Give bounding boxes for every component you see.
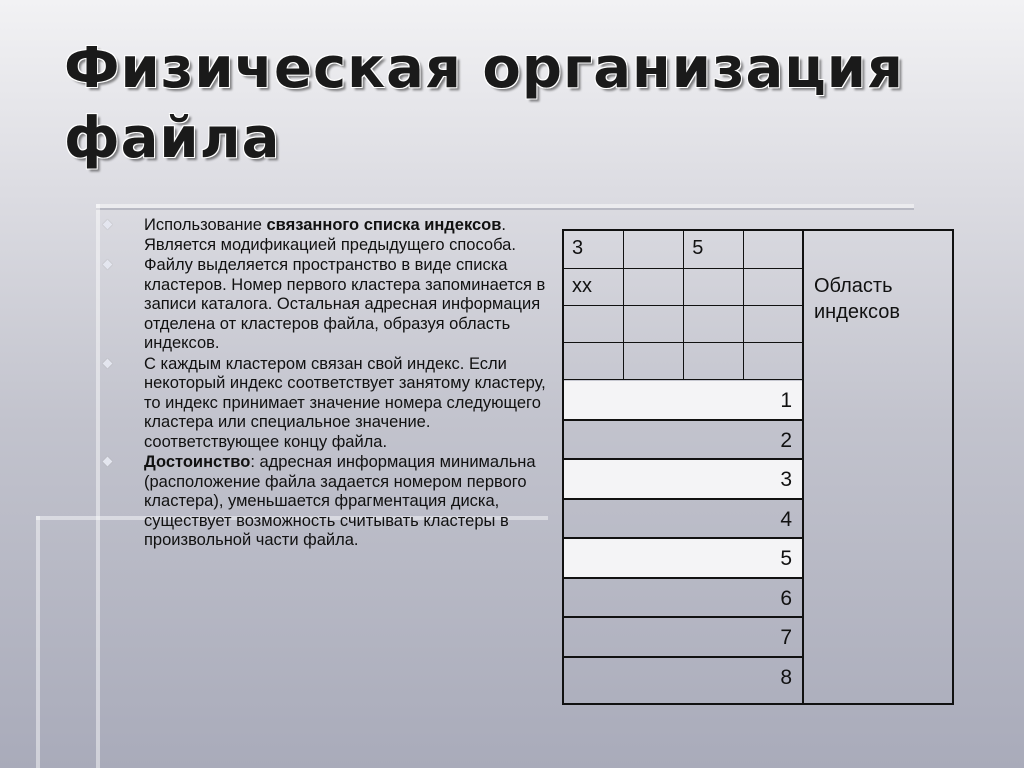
cluster-rows [564,381,802,697]
index-cell [564,342,624,379]
slide-title-line-1: Физическая организация [64,36,904,101]
bullet-item [100,256,552,354]
index-grid-row [564,231,804,268]
bullet-icon [103,260,113,270]
bullet-item [100,453,552,551]
bullet-text: Файлу выделяется пространство в виде списка кластеров. Номер первого кластера запоминается в записи каталога. Остальная адресная информация отделена от кластеров файла, образуя область индексов. [144,256,546,352]
bullet-text: : адресная информация минимальна (расположение файла задается номером первого кластера), уменьшается фрагментация диска, существует возможность считывать кластеры в произвольной части файла. [144,453,536,549]
index-grid [564,231,804,380]
index-cell [744,268,804,305]
bullet-text-bold: связанного списка индексов [266,216,502,234]
cluster-row: 2 [564,421,802,461]
index-grid-row [564,342,804,379]
index-cell: xx [564,268,624,305]
index-area-label: Область индексов [814,275,900,323]
bullet-text: . Является модификацией предыдущего способа. [144,216,516,254]
bullet-icon [103,220,113,230]
decor-line-top-shadow [96,208,914,210]
index-cell [564,305,624,342]
cluster-row: 3 [564,460,802,500]
index-cell: 3 [564,231,624,268]
decor-line-left-outer [36,516,40,768]
index-cell [624,305,684,342]
cluster-row: 1 [564,381,802,421]
bullet-text: Использование [144,216,267,234]
file-structure-diagram [562,229,954,705]
index-cell [624,231,684,268]
cluster-row: 6 [564,579,802,619]
index-cell [624,342,684,379]
index-cell [624,268,684,305]
bullet-icon [103,358,113,368]
index-grid-row [564,305,804,342]
slide-title [64,34,994,174]
bullet-text: С каждым кластером связан свой индекс. Если некоторый индекс соответствует занятому кластеру, то индекс принимает значение номера следующего кластера или специальное значение. соответствующее концу файла. [144,354,546,451]
bullet-list [100,216,552,552]
index-cell [744,231,804,268]
bullet-text-bold: Достоинство [144,453,251,471]
bullet-icon [103,457,113,467]
slide-title-line-2: файла [64,106,281,171]
index-cell [684,268,744,305]
index-cell [744,305,804,342]
cluster-row: 4 [564,500,802,540]
index-cell [684,342,744,379]
column-divider [802,231,804,703]
cluster-row: 7 [564,618,802,658]
cluster-row: 8 [780,665,792,689]
index-cell [744,342,804,379]
index-cell: 5 [684,231,744,268]
bullet-item [100,216,552,255]
index-grid-row [564,268,804,305]
index-cell [684,305,744,342]
cluster-row: 5 [564,539,802,579]
bullet-item [100,355,552,453]
